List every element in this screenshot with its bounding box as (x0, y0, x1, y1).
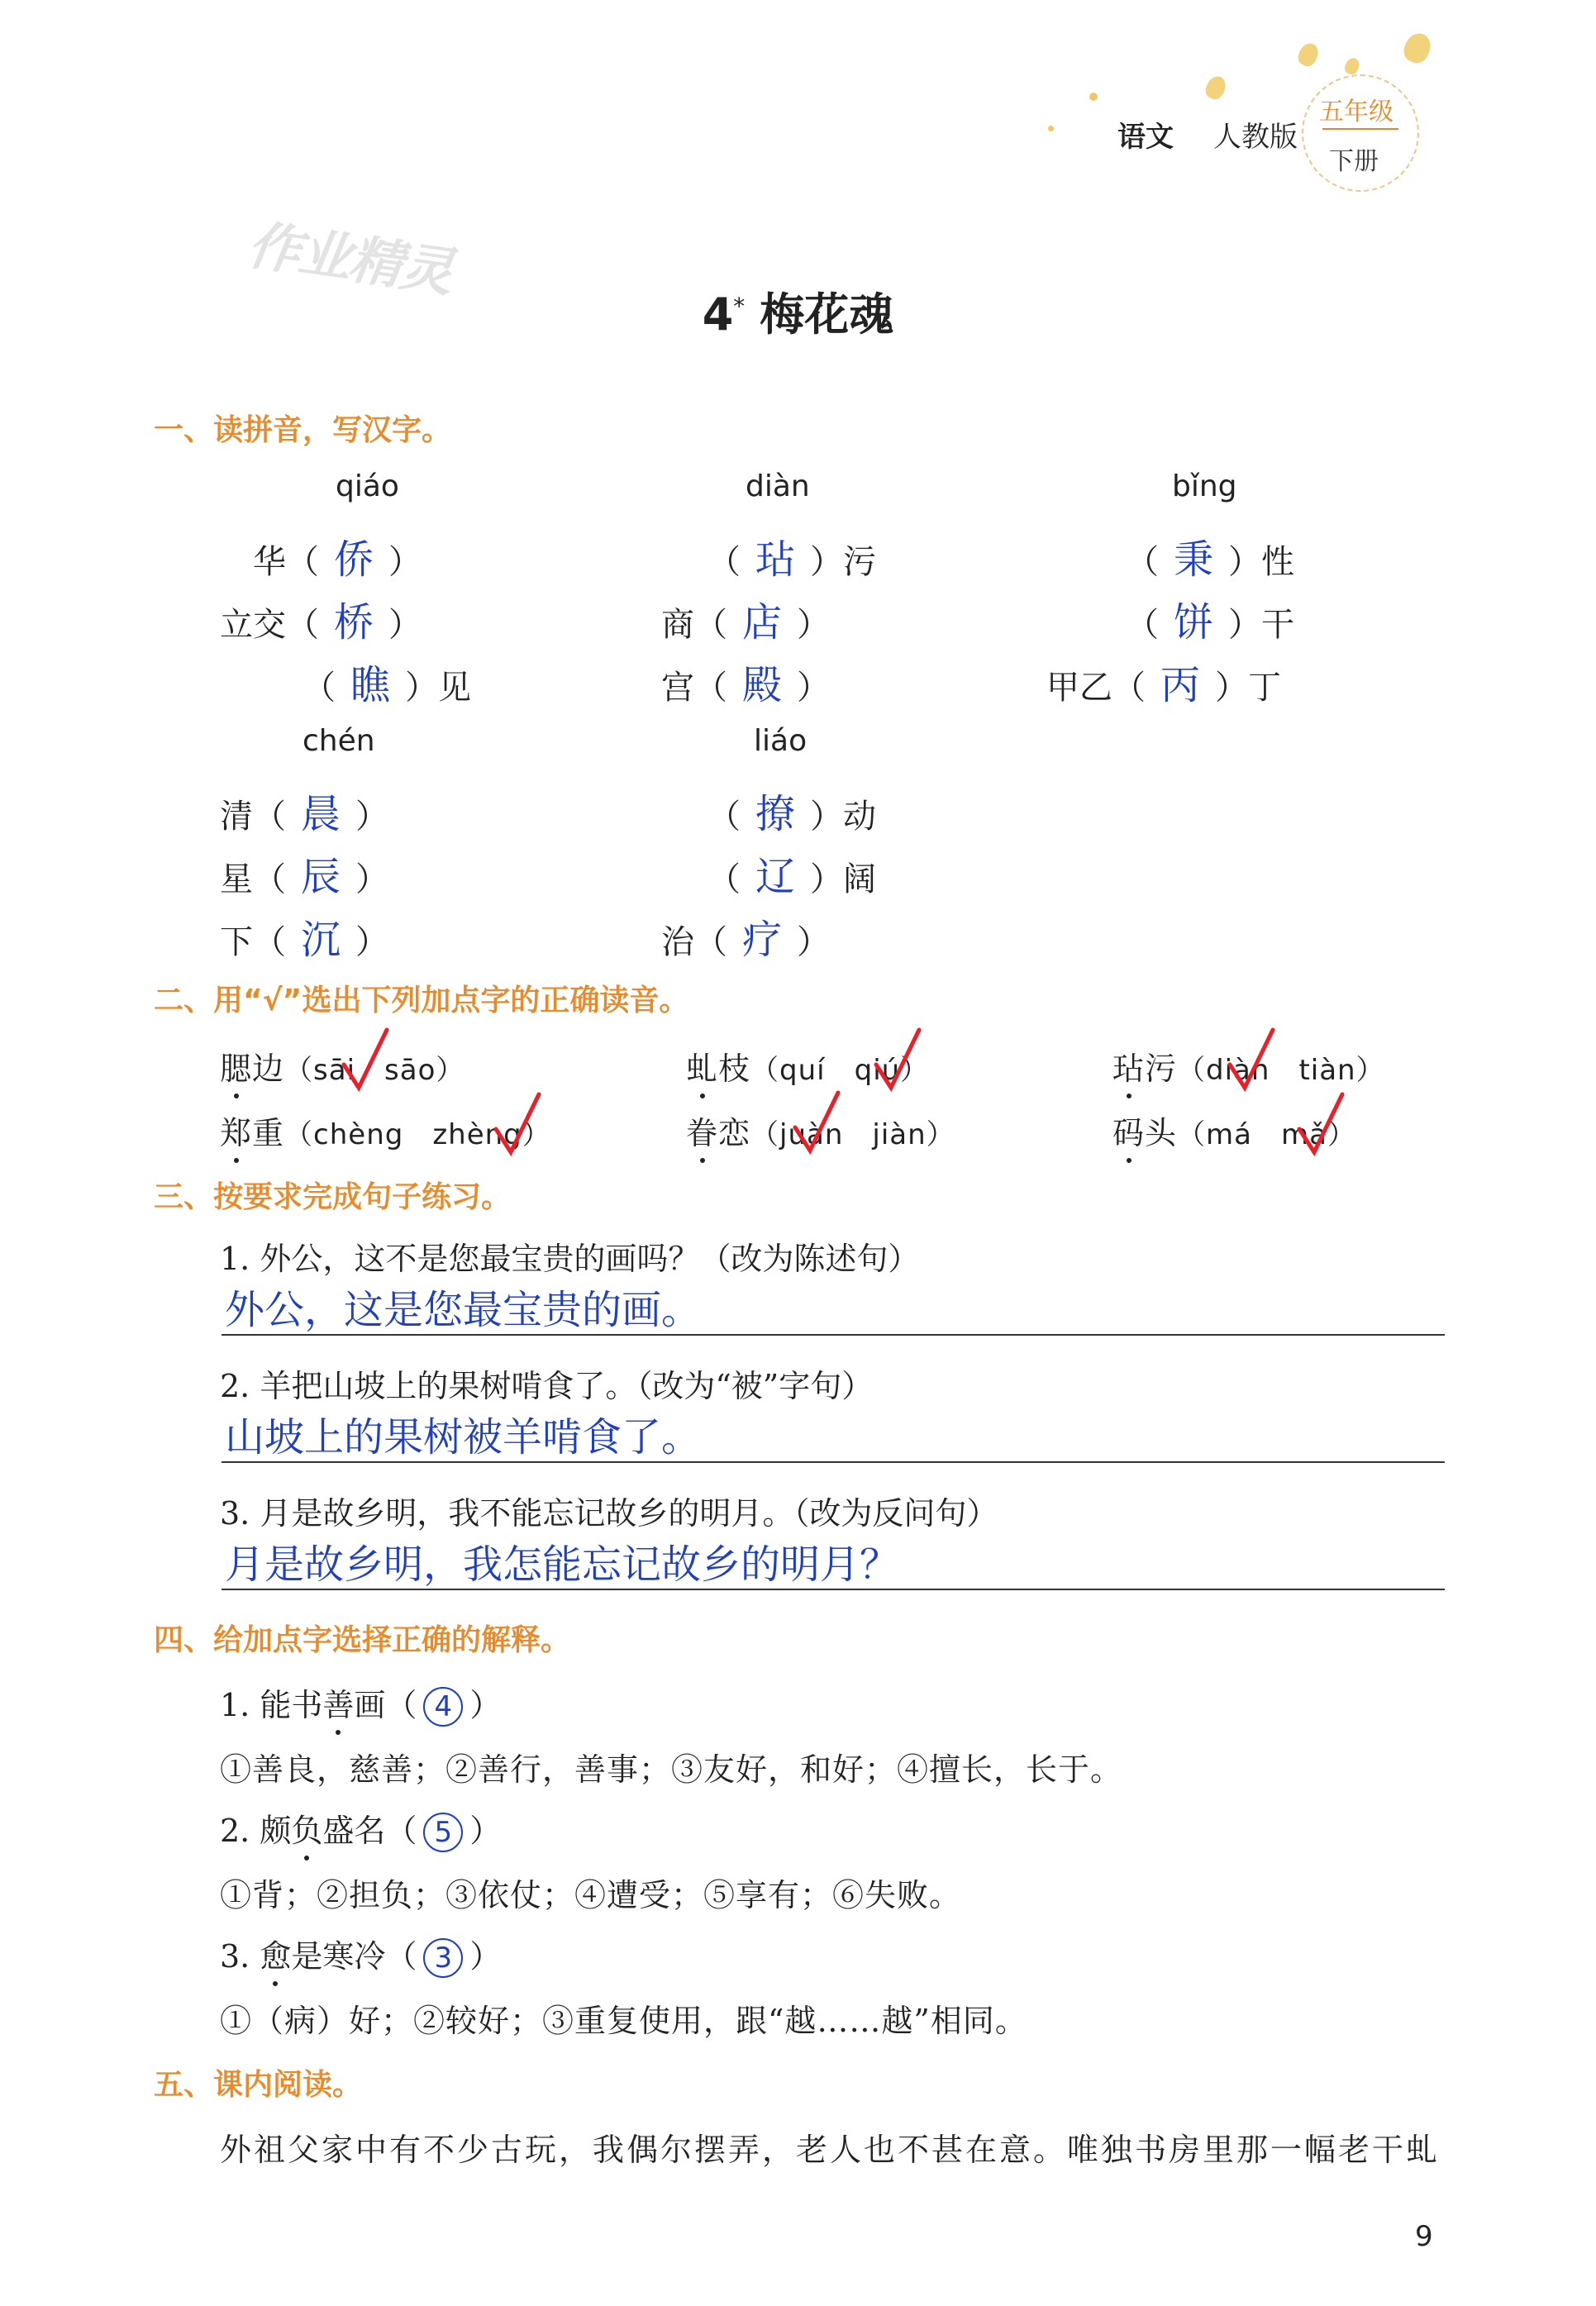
section-4-heading: 四、给加点字选择正确的解释。 (154, 1623, 571, 1657)
fill-item: 商（ 店 ） (661, 599, 831, 646)
answer: 玷 (755, 536, 796, 583)
leaf-decoration (1400, 29, 1435, 66)
pinyin-label: diàn (746, 469, 810, 503)
dot-decoration (1089, 93, 1098, 101)
fill-item: 宫（ 殿 ） (661, 662, 831, 708)
pinyin-label: liáo (754, 724, 808, 758)
lesson-mark: * (733, 293, 746, 320)
answer: 殿 (742, 662, 783, 708)
check-mark-icon (341, 1027, 390, 1093)
fill-item: （ 饼 ）干 (1126, 599, 1295, 646)
lesson-title: 梅花魂 (760, 288, 894, 341)
circled-answer: 3 (423, 1938, 463, 1978)
dot-decoration (1048, 126, 1054, 131)
meaning-question: 3. 愈是寒冷（ 3 ） (220, 1931, 501, 1978)
fill-item: 治（ 疗 ） (661, 917, 831, 963)
header-grade: 五年级 (1319, 98, 1394, 126)
answer: 疗 (742, 917, 783, 963)
pinyin-label: qiáo (336, 469, 399, 503)
reading-passage: 外祖父家中有不少古玩，我偶尔摆弄，老人也不甚在意。唯独书房里那一幅老干虬 (220, 2132, 1441, 2168)
answer: 撩 (755, 791, 796, 837)
answer: 沉 (301, 917, 341, 963)
reading-item: 玷污（diàn tiàn） (1112, 1043, 1385, 1089)
answer-line (222, 1334, 1445, 1336)
reading-item: 腮边（sāi sāo） (220, 1043, 465, 1089)
fill-item: （ 撩 ）动 (707, 791, 877, 837)
circled-answer: 5 (423, 1813, 463, 1852)
fill-item: 星（ 辰 ） (220, 854, 389, 900)
fill-item: 清（ 晨 ） (220, 791, 389, 837)
fill-item: 立交（ 桥 ） (220, 599, 422, 646)
fill-item: （ 秉 ）性 (1126, 536, 1295, 583)
fill-item: 下（ 沉 ） (220, 917, 389, 963)
fill-item: 甲乙（ 丙 ）丁 (1046, 662, 1282, 708)
answer: 辰 (301, 854, 341, 900)
header-volume: 下册 (1329, 147, 1379, 176)
leaf-decoration (1295, 40, 1322, 69)
answer: 丙 (1160, 662, 1201, 708)
page-number: 9 (1415, 2220, 1433, 2253)
section-2-heading: 二、用“√”选出下列加点字的正确读音。 (154, 984, 689, 1017)
page-title (0, 279, 1596, 343)
check-mark-icon (1296, 1091, 1346, 1157)
sentence-question: 3. 月是故乡明，我不能忘记故乡的明月。（改为反问句） (220, 1495, 998, 1532)
pinyin-label: bǐng (1172, 469, 1237, 503)
sentence-question: 2. 羊把山坡上的果树啃食了。（改为“被”字句） (220, 1368, 874, 1404)
sentence-answer: 月是故乡明，我怎能忘记故乡的明月？ (225, 1541, 900, 1588)
answer: 辽 (755, 854, 796, 900)
answer-line (222, 1589, 1445, 1590)
header-subject: 语文 (1117, 121, 1174, 154)
fill-item: （ 辽 ）阔 (707, 854, 877, 900)
meaning-question: 1. 能书善画（ 4 ） (220, 1679, 501, 1727)
answer: 瞧 (350, 662, 391, 708)
meaning-options: ①背；②担负；③依仗；④遭受；⑤享有；⑥失败。 (220, 1877, 962, 1913)
leaf-decoration (1343, 56, 1362, 77)
reading-item: 虬枝（quí qiú） (686, 1043, 929, 1089)
badge-divider (1322, 128, 1398, 130)
fill-item: （ 玷 ）污 (707, 536, 877, 583)
sentence-answer: 外公，这是您最宝贵的画。 (225, 1287, 702, 1333)
reading-item: 郑重（chèng zhèng） (220, 1108, 551, 1153)
answer: 晨 (301, 791, 341, 837)
pinyin-label: chén (303, 724, 375, 758)
meaning-options: ①（病）好；②较好；③重复使用，跟“越……越”相同。 (220, 2003, 1027, 2039)
check-mark-icon (1227, 1027, 1276, 1093)
lesson-number: 4 (702, 288, 734, 341)
meaning-question: 2. 颇负盛名（ 5 ） (220, 1805, 501, 1852)
check-mark-icon (792, 1089, 841, 1155)
header-edition: 人教版 (1213, 121, 1298, 154)
section-3-heading: 三、按要求完成句子练习。 (154, 1180, 512, 1214)
answer: 店 (742, 599, 783, 646)
check-mark-icon (873, 1027, 922, 1093)
fill-item: （ 瞧 ）见 (303, 662, 472, 708)
check-mark-icon (493, 1091, 542, 1157)
reading-item: 码头（má mǎ） (1112, 1108, 1356, 1153)
answer-line (222, 1461, 1445, 1463)
leaf-decoration (1203, 74, 1229, 102)
section-5-heading: 五、课内阅读。 (154, 2068, 363, 2102)
answer: 饼 (1174, 599, 1214, 646)
circled-answer: 4 (423, 1687, 463, 1727)
section-1-heading: 一、读拼音，写汉字。 (154, 413, 452, 447)
fill-item: 华（ 侨 ） (253, 536, 422, 583)
answer: 侨 (334, 536, 374, 583)
meaning-options: ①善良，慈善；②善行，善事；③友好，和好；④擅长，长于。 (220, 1751, 1123, 1788)
reading-item: 眷恋（juàn jiàn） (686, 1108, 955, 1153)
answer: 桥 (334, 599, 374, 646)
watermark: 作业精灵 (244, 215, 456, 304)
sentence-answer: 山坡上的果树被羊啃食了。 (225, 1414, 702, 1460)
answer: 秉 (1174, 536, 1214, 583)
sentence-question: 1. 外公，这不是您最宝贵的画吗？（改为陈述句） (220, 1241, 920, 1277)
